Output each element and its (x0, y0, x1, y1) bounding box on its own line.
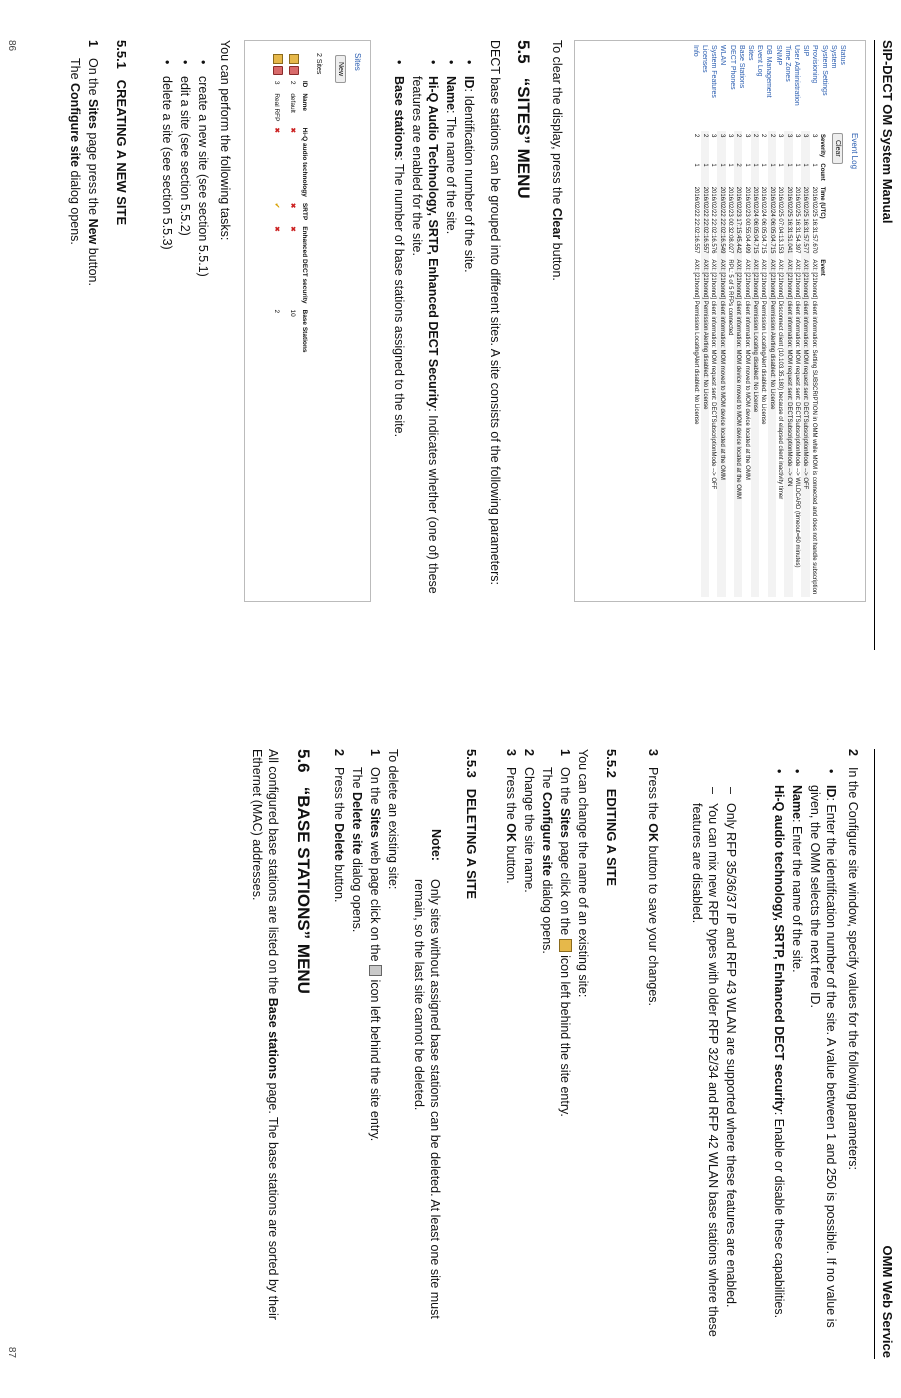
table-cell: 1 (717, 160, 725, 183)
nav-item[interactable]: SNMP (774, 45, 782, 66)
capability-notes (687, 785, 739, 1357)
table-cell: 3 (710, 134, 717, 138)
create-step-1-result: The Configure site dialog opens. (68, 58, 82, 245)
table-cell: 2 (701, 131, 709, 160)
nav-item[interactable]: Info (691, 45, 699, 57)
table-row (734, 131, 742, 597)
table-cell: AXI: [21honnd] client information: Setting SUBSCRIPTION in OMM while MOM is connected and does not handle subscription (810, 259, 817, 595)
site-parameter-item: • Base stations: The number of base stations assigned to the site. (391, 58, 407, 638)
table-cell: 1 (801, 160, 809, 183)
table-cell: AXI: [21honnd] Disconnect client (10.103.35.180) because of elapsed client inactivity timer (777, 259, 784, 500)
running-header: OMM Web Service (880, 1245, 895, 1358)
row-actions (285, 51, 301, 78)
table-cell: 2 (760, 134, 767, 138)
table-cell: AXI: [21honnd] client information: MOM device moved to MOM device located at the OMM (734, 256, 742, 597)
new-button[interactable]: New (335, 55, 346, 83)
nav-item[interactable]: Sites (746, 45, 754, 61)
header-rule (874, 40, 875, 650)
clear-instruction: To clear the display, press the Clear button. (550, 40, 564, 281)
table-cell: 1 (726, 163, 733, 167)
nav-item[interactable]: WLAN (719, 45, 727, 66)
create-step-2: 2In the Configure site window, specify values for the following parameters: (846, 749, 860, 1170)
table-cell: AXI: [21honnd] client information: MOM moved to MOM device located at the OMM (717, 256, 725, 597)
table-cell: 3 (810, 134, 817, 138)
table-cell: 1 (784, 160, 792, 183)
table-cell: 1 (760, 163, 767, 167)
delete-icon[interactable] (273, 66, 283, 75)
configure-parameter-item: • Hi-Q audio technology, SRTP, Enhanced DECT security: Enable or disable these capabilities. (771, 767, 787, 1357)
nav-item[interactable]: Event Log (756, 45, 764, 77)
column-header[interactable]: Count (819, 163, 826, 181)
nav-item[interactable]: System Settings (820, 45, 828, 96)
column-header: Base Stations (301, 309, 308, 353)
table-cell: RPL: 5 of 5 RFPs connected (726, 259, 733, 336)
table-cell: 2016/02/25 16:31:57.670 (810, 186, 817, 254)
column-header (301, 51, 308, 78)
task-item: • delete a site (see section 5.5.3) (159, 58, 175, 458)
table-cell: 1 (768, 160, 776, 183)
clear-button[interactable]: Clear (832, 133, 843, 164)
site-parameter-item: • ID: Identification number of the site. (461, 58, 477, 638)
table-row (717, 131, 725, 597)
column-header[interactable]: Event (819, 259, 826, 276)
table-cell: 2016/02/23 17:15:45.442 (734, 184, 742, 257)
table-cell: 2016/02/22 22:02:16.557 (693, 186, 700, 254)
nav-item[interactable]: System Features (710, 45, 718, 98)
delete-icon[interactable] (289, 66, 299, 75)
configure-parameter-item: • ID: Enter the identification number of the site. A value between 1 and 250 is possible. If no value is given, the OMM selects the next free ID. (807, 767, 839, 1357)
table-cell: 3 (743, 134, 750, 138)
column-header: Hi-Q audio technology (301, 127, 308, 197)
table-cell: 1 (701, 160, 709, 183)
page-number: 86 (6, 40, 17, 52)
task-item: • edit a site (see section 5.5.2) (177, 58, 193, 458)
site-parameters-list (389, 58, 477, 638)
table-cell: 1 (794, 163, 801, 167)
table-cell: 2016/02/22 22:02:16.576 (710, 186, 717, 254)
site-name: default (289, 93, 297, 113)
table-cell: 2016/02/25 16:31:54.397 (794, 186, 801, 254)
row-actions (269, 51, 285, 78)
table-cell: AXI: [21honnd] client information: MOM request sent: DECTSubscriptionMode --> OFF (710, 259, 717, 490)
table-row (759, 131, 767, 597)
configure-site-parameters (769, 767, 839, 1357)
delete-step-1-result: The Delete site dialog opens. (350, 767, 364, 933)
table-row (709, 131, 717, 597)
section-5-5-intro: DECT base stations can be grouped into different sites. A site consists of the following parameters: (488, 40, 502, 585)
table-cell: AXI: [21honnd] Permission Alerting disabled: No License (701, 256, 709, 597)
table-row (776, 131, 784, 597)
table-cell: 1 (743, 163, 750, 167)
table-row (801, 131, 809, 597)
nav-item[interactable]: Licenses (700, 45, 708, 73)
edit-icon[interactable] (289, 54, 299, 64)
edit-icon[interactable] (273, 54, 283, 64)
delete-step-1: 1On the Sites web page click on the icon left behind the site entry. (368, 749, 382, 1142)
table-row (742, 131, 750, 597)
table-cell: 2 (768, 131, 776, 160)
site-id: 2 (289, 80, 297, 85)
table-cell: AXI: [21honnd] client information: MOM request sent: DECTSubscriptionMode --> ON (784, 256, 792, 597)
edit-step-3: 3Press the OK button. (504, 749, 518, 884)
task-item: • create a new site (see section 5.5.1) (195, 58, 211, 458)
table-cell: AXI: [21honnd] Permission Locating disabled: No License (751, 256, 759, 597)
column-header: ID (301, 80, 308, 88)
nav-item[interactable]: Provisioning (811, 45, 819, 84)
sites-screenshot (244, 40, 371, 602)
site-parameter-item: • Hi-Q Audio Technology, SRTP, Enhanced DECT Security: Indicates whether (one of) these features are enabled for the site. (409, 58, 441, 638)
table-cell: 2016/02/22 22:02:16.549 (717, 184, 725, 257)
base-stations-count: 2 (273, 309, 281, 314)
edit-step-2: 2Change the site name. (522, 749, 536, 893)
column-header: SRTP (301, 202, 308, 221)
event-log-table (692, 131, 827, 597)
table-row (810, 131, 818, 597)
site-parameter-item: • Name: The name of the site. (443, 58, 459, 638)
sites-title: Sites (353, 53, 362, 71)
create-step-1: 1On the Sites page press the New button. (86, 40, 100, 286)
nav-item[interactable]: SIP (802, 45, 810, 57)
table-cell: 1 (810, 163, 817, 167)
table-cell: 2016/02/24 06:05:04.715 (751, 184, 759, 257)
table-cell: AXI: [21honnd] Permission LocatingAlert disabled: No License (693, 259, 700, 425)
page-number: 87 (6, 1346, 17, 1358)
table-cell: 3 (784, 131, 792, 160)
delete-intro: To delete an existing site: (386, 749, 400, 890)
table-cell: 2 (734, 131, 742, 160)
nav-item[interactable]: Time Zones (783, 45, 791, 82)
nav-item[interactable]: User Administration (792, 45, 800, 106)
table-cell: 3 (794, 134, 801, 138)
sites-count: 2 Sites (315, 53, 322, 75)
table-row (768, 131, 776, 597)
sites-table (269, 51, 308, 356)
column-header[interactable]: Time (UTC) (819, 186, 826, 219)
note-label: Note: (429, 829, 443, 861)
table-cell: 3 (717, 131, 725, 160)
table-row (285, 51, 301, 356)
nav-item[interactable]: System (829, 45, 837, 69)
section-5-5-heading: 5.5 “SITES” MENU (514, 40, 533, 199)
table-cell: 2016/02/24 06:05:04.715 (760, 186, 767, 254)
enhanced-security-status-icon: ✖ (289, 226, 296, 232)
table-cell: 1 (710, 163, 717, 167)
edit-intro: You can change the name of an existing site: (576, 749, 590, 998)
table-cell: 2016/02/25 16:31:51.041 (784, 184, 792, 257)
hiq-status-icon: ✖ (289, 127, 296, 133)
table-cell: 2016/02/25 16:31:57.577 (801, 184, 809, 257)
section-5-5-3-heading: 5.5.3 DELETING A SITE (464, 749, 479, 900)
table-cell: 2 (751, 131, 759, 160)
table-row (751, 131, 759, 597)
table-cell: 1 (777, 163, 784, 167)
table-cell: AXI: [21honnd] Permission Alerting disabled: No License (768, 256, 776, 597)
nav-item[interactable]: Status (839, 45, 846, 65)
edit-step-1-result: The Configure site dialog opens. (540, 767, 554, 954)
table-cell: AXI: [21honnd] client information: MOM request sent: DECTSubscriptionMode --> WILDCARD (timeout=60 minutes) (794, 259, 801, 568)
nav-menu (691, 45, 847, 119)
table-cell: 3 (801, 131, 809, 160)
delete-step-2: 2Press the Delete button. (332, 749, 346, 903)
tasks-list (157, 58, 211, 458)
srtp-status-icon: ✔ (273, 202, 280, 209)
section-5-5-2-heading: 5.5.2 EDITING A SITE (604, 749, 619, 887)
srtp-status-icon: ✖ (289, 202, 296, 209)
event-log-title: Event Log (850, 133, 859, 170)
table-cell: 3 (777, 134, 784, 138)
table-cell: 1 (693, 163, 700, 167)
table-cell: AXI: [21honnd] Permission LocatingAlert disabled: No License (760, 259, 767, 425)
edit-step-1: 1On the Sites page click on the icon left behind the site entry. (558, 749, 572, 1117)
running-header: SIP-DECT OM System Manual (880, 40, 895, 224)
table-row (726, 131, 734, 597)
table-cell: 2016/02/23 00:32:08.027 (726, 186, 733, 254)
event-log-screenshot (574, 40, 866, 602)
table-row (269, 51, 285, 356)
table-cell: 3 (726, 134, 733, 138)
table-cell: 2 (693, 134, 700, 138)
capability-note-item: – You can mix new RFP types with older RFP 32/34 and RFP 42 WLAN base stations where these features are disabled. (689, 785, 721, 1357)
tasks-intro: You can perform the following tasks: (218, 40, 232, 241)
column-header[interactable]: Severity (819, 134, 826, 158)
base-stations-count: 10 (289, 309, 297, 317)
section-5-5-1-heading: 5.5.1 CREATING A NEW SITE (114, 40, 129, 226)
table-row (692, 131, 700, 597)
delete-icon (369, 965, 382, 976)
configure-parameter-item: • Name: Enter the name of the site. (789, 767, 805, 1357)
table-row (784, 131, 792, 597)
section-5-6-text: All configured base stations are listed on the Base stations page. The base stations are sorted by their Ethernet (MAC) addresses. (250, 749, 280, 1320)
capability-note-item: – Only RFP 35/36/37 IP and RFP 43 WLAN are supported where these features are enabled. (723, 785, 739, 1357)
edit-icon (559, 939, 572, 952)
enhanced-security-status-icon: ✖ (273, 226, 280, 232)
table-cell: 2016/02/23 00:55:04.499 (743, 186, 750, 254)
table-cell: AXI: [21honnd] client information: MOM request sent: DECTSubscriptionMode --> OFF (801, 256, 809, 597)
right-page (0, 699, 901, 1398)
column-header: Enhanced DECT security (301, 226, 308, 304)
table-row (793, 131, 801, 597)
site-id: 3 (273, 80, 281, 85)
table-row (701, 131, 709, 597)
header-rule (874, 749, 875, 1359)
note-text: Only sites without assigned base stations can be deleted. At least one site must remain, so the last site cannot be deleted. (412, 879, 442, 1319)
nav-item[interactable]: DECT Phones (728, 45, 736, 90)
hiq-status-icon: ✖ (273, 127, 280, 133)
table-cell: 1 (751, 160, 759, 183)
nav-item[interactable]: Base Stations (737, 45, 745, 89)
site-name: Real RFP (273, 93, 281, 122)
table-cell: 2016/02/22 22:02:16.557 (701, 184, 709, 257)
table-cell: AXI: [21honnd] client information: MOM moved to MOM device located at the OMM (743, 259, 750, 480)
table-cell: 2016/02/24 06:05:04.715 (768, 184, 776, 257)
nav-item[interactable]: DB Management (765, 45, 773, 98)
section-5-6-heading: 5.6 “BASE STATIONS” MENU (294, 749, 313, 994)
column-header: Name (301, 93, 308, 112)
table-cell: 2016/02/25 07:04:13.153 (777, 186, 784, 254)
create-step-3: 3Press the OK button to save your changes. (646, 749, 660, 1007)
table-cell: 2 (734, 160, 742, 183)
